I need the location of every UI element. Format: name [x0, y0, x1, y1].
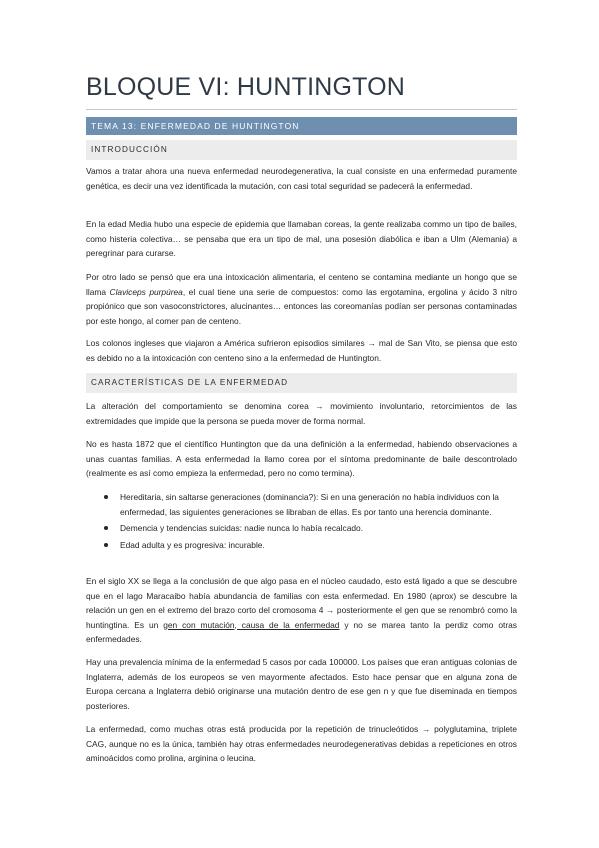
- list-item: Hereditaria, sin saltarse generaciones (dominancia?): Si en una generación no había individuos con la enfermedad, las siguientes generaciones se libraban de ellas. Es por tanto una herencia dominante.: [102, 490, 517, 519]
- intro-paragraph-3: [86, 270, 517, 328]
- intro-p3-text-a: Por otro lado se pensó que era una intoxicación alimentaria, el centeno se contamina mediante un hongo que se llama: [86, 272, 517, 297]
- caract-p3-text-a: En el siglo XX se llega a la conclusión de que algo pasa en el núcleo caudado, esto está ligado a que se descubre que en el lago Maracaibo había abundancia de familias con esta enfermedad. En 1980 (aprox) se descubre la relación un gen en el extremo del brazo corto del cromosoma 4 → posteriormente el gen que se renombró como la huntingtina. Es un: [86, 576, 517, 630]
- intro-paragraph-1: Vamos a tratar ahora una nueva enfermedad neurodegenerativa, la cual consiste en una enfermedad puramente genética, es decir una vez identificada la mutación, con casi total seguridad se padecerá la enfermedad.: [86, 166, 517, 191]
- document-title: BLOQUE VI: HUNTINGTON: [86, 73, 406, 101]
- title-divider: [86, 109, 517, 110]
- intro-p3-species: Claviceps purpúrea: [109, 286, 183, 297]
- intro-paragraph-4: Los colonos ingleses que viajaron a América sufrieron episodios similares → mal de San Vito, se piensa que esto es debido no a la intoxicación con centeno sino a la enfermedad de Huntington.: [86, 338, 517, 363]
- bullet-icon: [104, 543, 108, 547]
- caract-p3-underlined: gen con mutación, causa de la enfermedad: [163, 619, 340, 630]
- list-item: Demencia y tendencias suicidas: nadie nunca lo había recalcado.: [102, 521, 517, 536]
- caract-paragraph-4: Hay una prevalencia mínima de la enfermedad 5 casos por cada 100000. Los países que eran antiguas colonias de Inglaterra, además de los europeos se ven mayormente afectados. Esto hace pensar que en alguna zona de Europa cercana a Inglaterra debió originarse una mutación dentro de ese gen n y que fue diseminada en tiempos posteriores.: [86, 657, 517, 711]
- list-item: Edad adulta y es progresiva: incurable.: [102, 538, 517, 553]
- section-heading-intro: INTRODUCCIÓN: [86, 140, 517, 160]
- topic-banner: TEMA 13: ENFERMEDAD DE HUNTINGTON: [86, 117, 517, 135]
- caract-p3-text-b: y no se marea tanto la perdiz como otras enfermedades.: [86, 619, 517, 644]
- caract-paragraph-2: No es hasta 1872 que el científico Huntington que da una definición a la enfermedad, habiendo observaciones a unas cuantas familias. A esta enfermedad la llamo corea por el síntoma predominante de baile descontrolado (realmente es así como empieza la enfermedad, pero no como termina).: [86, 439, 517, 478]
- caract-paragraph-1: La alteración del comportamiento se denomina corea → movimiento involuntario, retorcimientos de las extremidades que impide que la persona se pueda mover de forma normal.: [86, 401, 517, 426]
- intro-paragraph-2: En la edad Media hubo una especie de epidemia que llamaban coreas, la gente realizaba commo un tipo de bailes, como histeria colectiva… se pensaba que era un tipo de mal, una posesión diabólica e iban a Ulm (Alemania) a peregrinar para curarse.: [86, 219, 517, 258]
- section-heading-caracteristicas: CARACTERÍSTICAS DE LA ENFERMEDAD: [86, 373, 517, 393]
- intro-p3-text-b: , el cual tiene una serie de compuestos: como las ergotamina, ergolina y ácido 3 nitro propiónico que son vasoconstrictores, alucinantes… entonces las coreomanías podían ser personas contaminadas por este hongo, al comer pan de centeno.: [86, 286, 517, 326]
- caract-paragraph-3: [86, 574, 517, 647]
- bullet-icon: [104, 526, 108, 530]
- characteristics-list: [102, 490, 517, 554]
- caract-paragraph-5: La enfermedad, como muchas otras está producida por la repetición de trinucleótidos → polyglutamina, triplete CAG, aunque no es la única, también hay otras enfermedades neurodegenerativas debidas a repeticiones en otros aminoácidos como prolina, arginina o leucina.: [86, 724, 517, 763]
- bullet-icon: [104, 495, 108, 499]
